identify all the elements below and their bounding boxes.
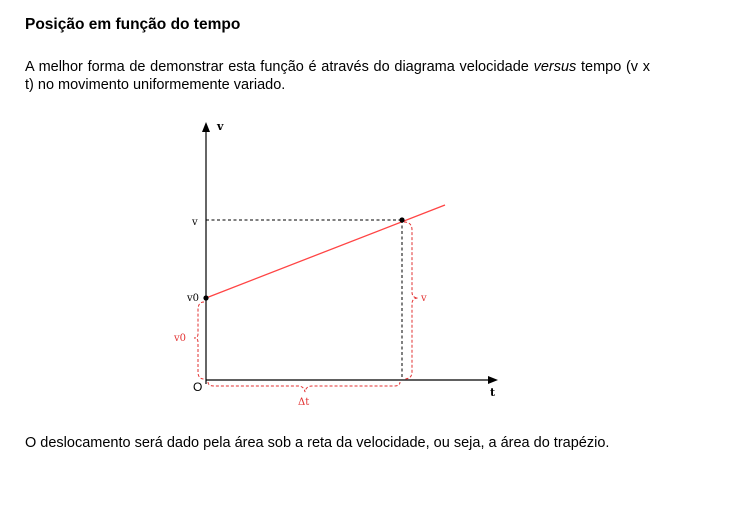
section-title: Posição em função do tempo: [25, 16, 241, 33]
velocity-line: [206, 205, 445, 298]
t-axis-arrow: [488, 376, 498, 384]
brace-v-label: v: [421, 293, 427, 304]
point-v: [399, 217, 404, 222]
origin-label: O: [193, 380, 203, 394]
v0-tick-label: v0: [187, 293, 200, 304]
brace-v0: [194, 302, 204, 379]
v-tick-label: v: [192, 217, 198, 228]
point-v0: [203, 295, 208, 300]
brace-dt-label: Δt: [298, 397, 310, 408]
brace-dt: [208, 382, 400, 392]
t-axis-label: t: [490, 386, 496, 399]
v-axis-label: v: [217, 120, 224, 133]
intro-text-after: tempo (v x t) no movimento uniformemente variado.: [25, 59, 651, 93]
intro-text-before: A melhor forma de demonstrar esta função é através do diagrama velocidade: [25, 59, 534, 75]
brace-v: [404, 222, 418, 379]
brace-v0-label: v0: [174, 333, 187, 344]
v-axis-arrow: [202, 122, 210, 132]
conclusion-paragraph: O deslocamento será dado pela área sob a reta da velocidade, ou seja, a área do trapézio.: [25, 435, 610, 451]
intro-text-italic: versus: [533, 59, 577, 75]
